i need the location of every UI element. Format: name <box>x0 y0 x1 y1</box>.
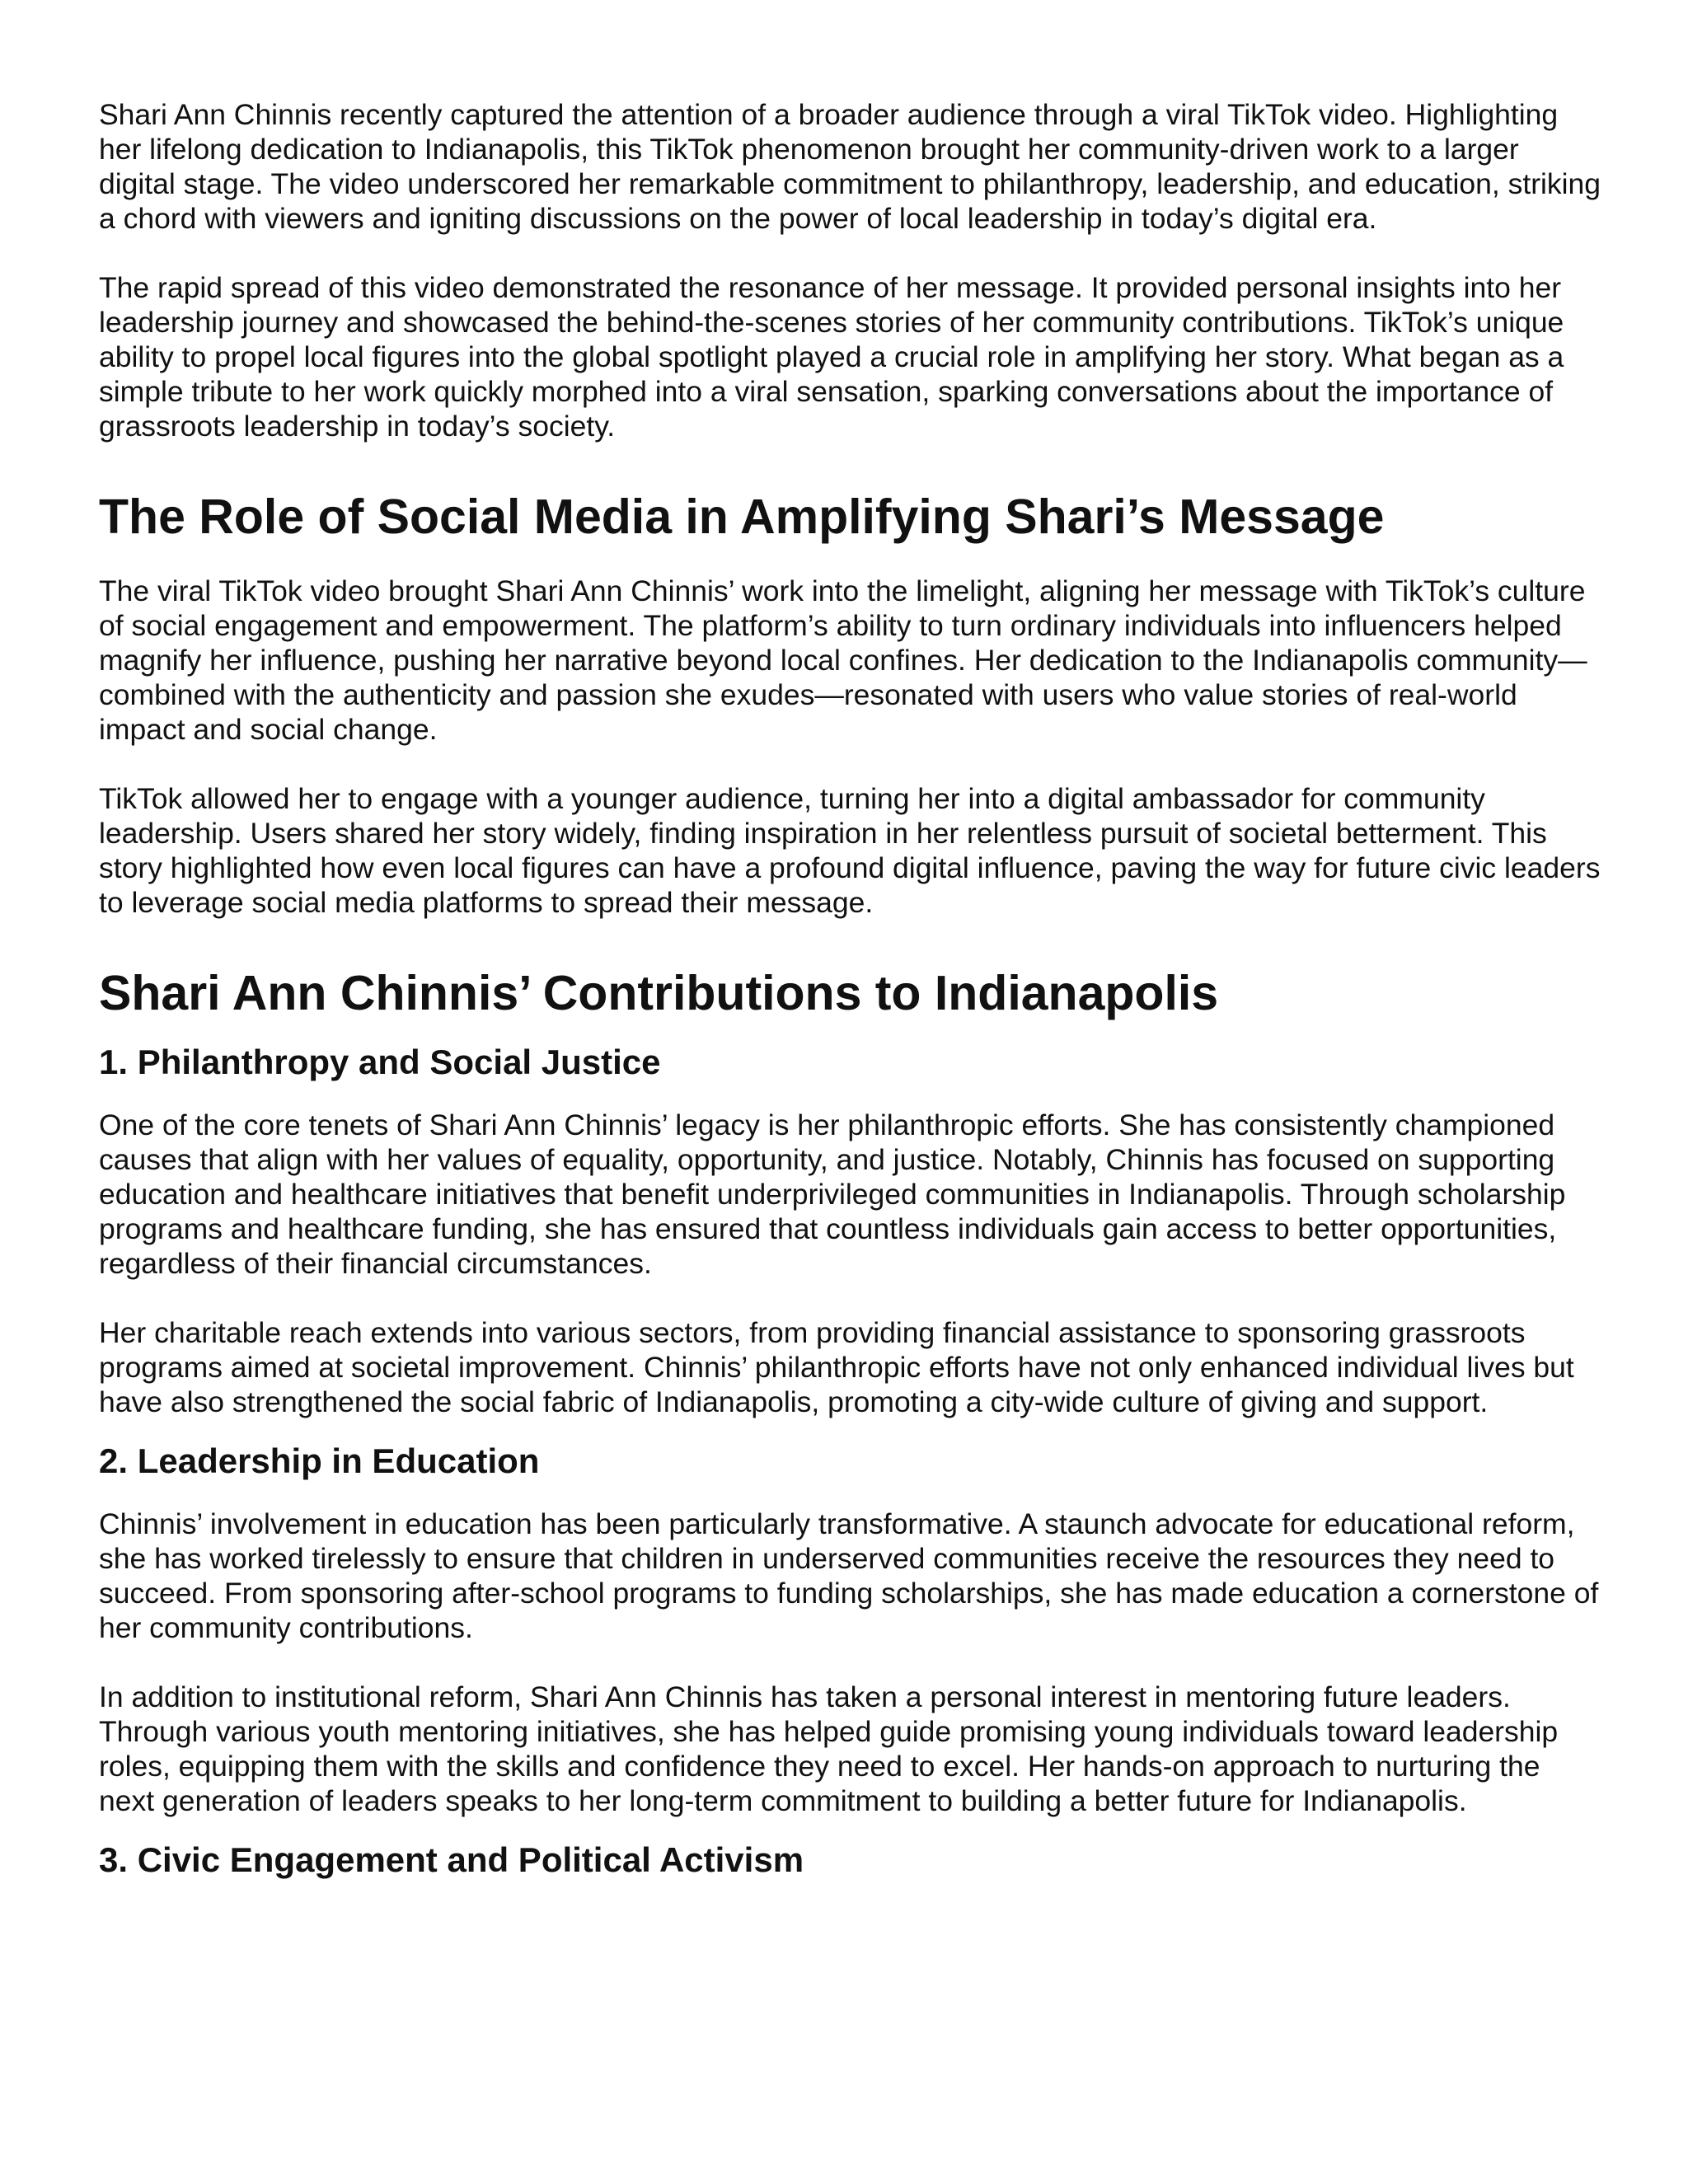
education-paragraph: Chinnis’ involvement in education has been particularly transformative. A staunch advocate for educational reform, she has worked tirelessly to ensure that children in underserved communities receive the resources they need to succeed. From sponsoring after-school programs to funding scholarships, she has made education a cornerstone of her community contributions. <box>99 1507 1599 1644</box>
philanthropy-paragraph: Her charitable reach extends into various sectors, from providing financial assistance to sponsoring grassroots programs aimed at societal improvement. Chinnis’ philanthropic efforts have not only enhanced individual lives but have also strengthened the social fabric of Indianapolis, promoting a city-wide culture of giving and support. <box>99 1316 1574 1418</box>
document-page <box>99 97 1603 1905</box>
intro-paragraph: The rapid spread of this video demonstrated the resonance of her message. It provided personal insights into her leadership journey and showcased the behind-the-scenes stories of her community contributions. TikTok’s unique ability to propel local figures into the global spotlight played a crucial role in amplifying her story. What began as a simple tribute to her work quickly morphed into a viral sensation, sparking conversations about the importance of grassroots leadership in today’s society. <box>99 271 1564 443</box>
social-paragraph: The viral TikTok video brought Shari Ann Chinnis’ work into the limelight, aligning her message with TikTok’s culture of social engagement and empowerment. The platform’s ability to turn ordinary individuals into influencers helped magnify her influence, pushing her narrative beyond local confines. Her dedication to the Indianapolis community—combined with the authenticity and passion she exudes—resonated with users who value stories of real-world impact and social change. <box>99 574 1587 746</box>
subsection-heading-philanthropy: 1. Philanthropy and Social Justice <box>99 1043 661 1081</box>
education-paragraph: In addition to institutional reform, Shari Ann Chinnis has taken a personal interest in mentoring future leaders. Through various youth mentoring initiatives, she has helped guide promising young individuals toward leadership roles, equipping them with the skills and confidence they need to excel. Her hands-on approach to nurturing the next generation of leaders speaks to her long-term commitment to building a better future for Indianapolis. <box>99 1680 1559 1817</box>
section-heading-social-media: The Role of Social Media in Amplifying Shari’s Message <box>99 490 1385 544</box>
subsection-heading-education: 2. Leadership in Education <box>99 1441 540 1480</box>
section-heading-contributions: Shari Ann Chinnis’ Contributions to Indianapolis <box>99 966 1219 1020</box>
social-paragraph: TikTok allowed her to engage with a younger audience, turning her into a digital ambassador for community leadership. Users shared her story widely, finding inspiration in her relentless pursuit of societal betterment. This story highlighted how even local figures can have a profound digital influence, paving the way for future civic leaders to leverage social media platforms to spread their message. <box>99 782 1601 919</box>
intro-paragraph: Shari Ann Chinnis recently captured the attention of a broader audience through a viral TikTok video. Highlighting her lifelong dedication to Indianapolis, this TikTok phenomenon brought her community-driven work to a larger digital stage. The video underscored her remarkable commitment to philanthropy, leadership, and education, striking a chord with viewers and igniting discussions on the power of local leadership in today’s digital era. <box>99 98 1601 235</box>
philanthropy-paragraph: One of the core tenets of Shari Ann Chinnis’ legacy is her philanthropic efforts. She has consistently championed causes that align with her values of equality, opportunity, and justice. Notably, Chinnis has focused on supporting education and healthcare initiatives that benefit underprivileged communities in Indianapolis. Through scholarship programs and healthcare funding, she has ensured that countless individuals gain access to better opportunities, regardless of their financial circumstances. <box>99 1108 1566 1280</box>
subsection-heading-civic-engagement: 3. Civic Engagement and Political Activism <box>99 1840 804 1879</box>
